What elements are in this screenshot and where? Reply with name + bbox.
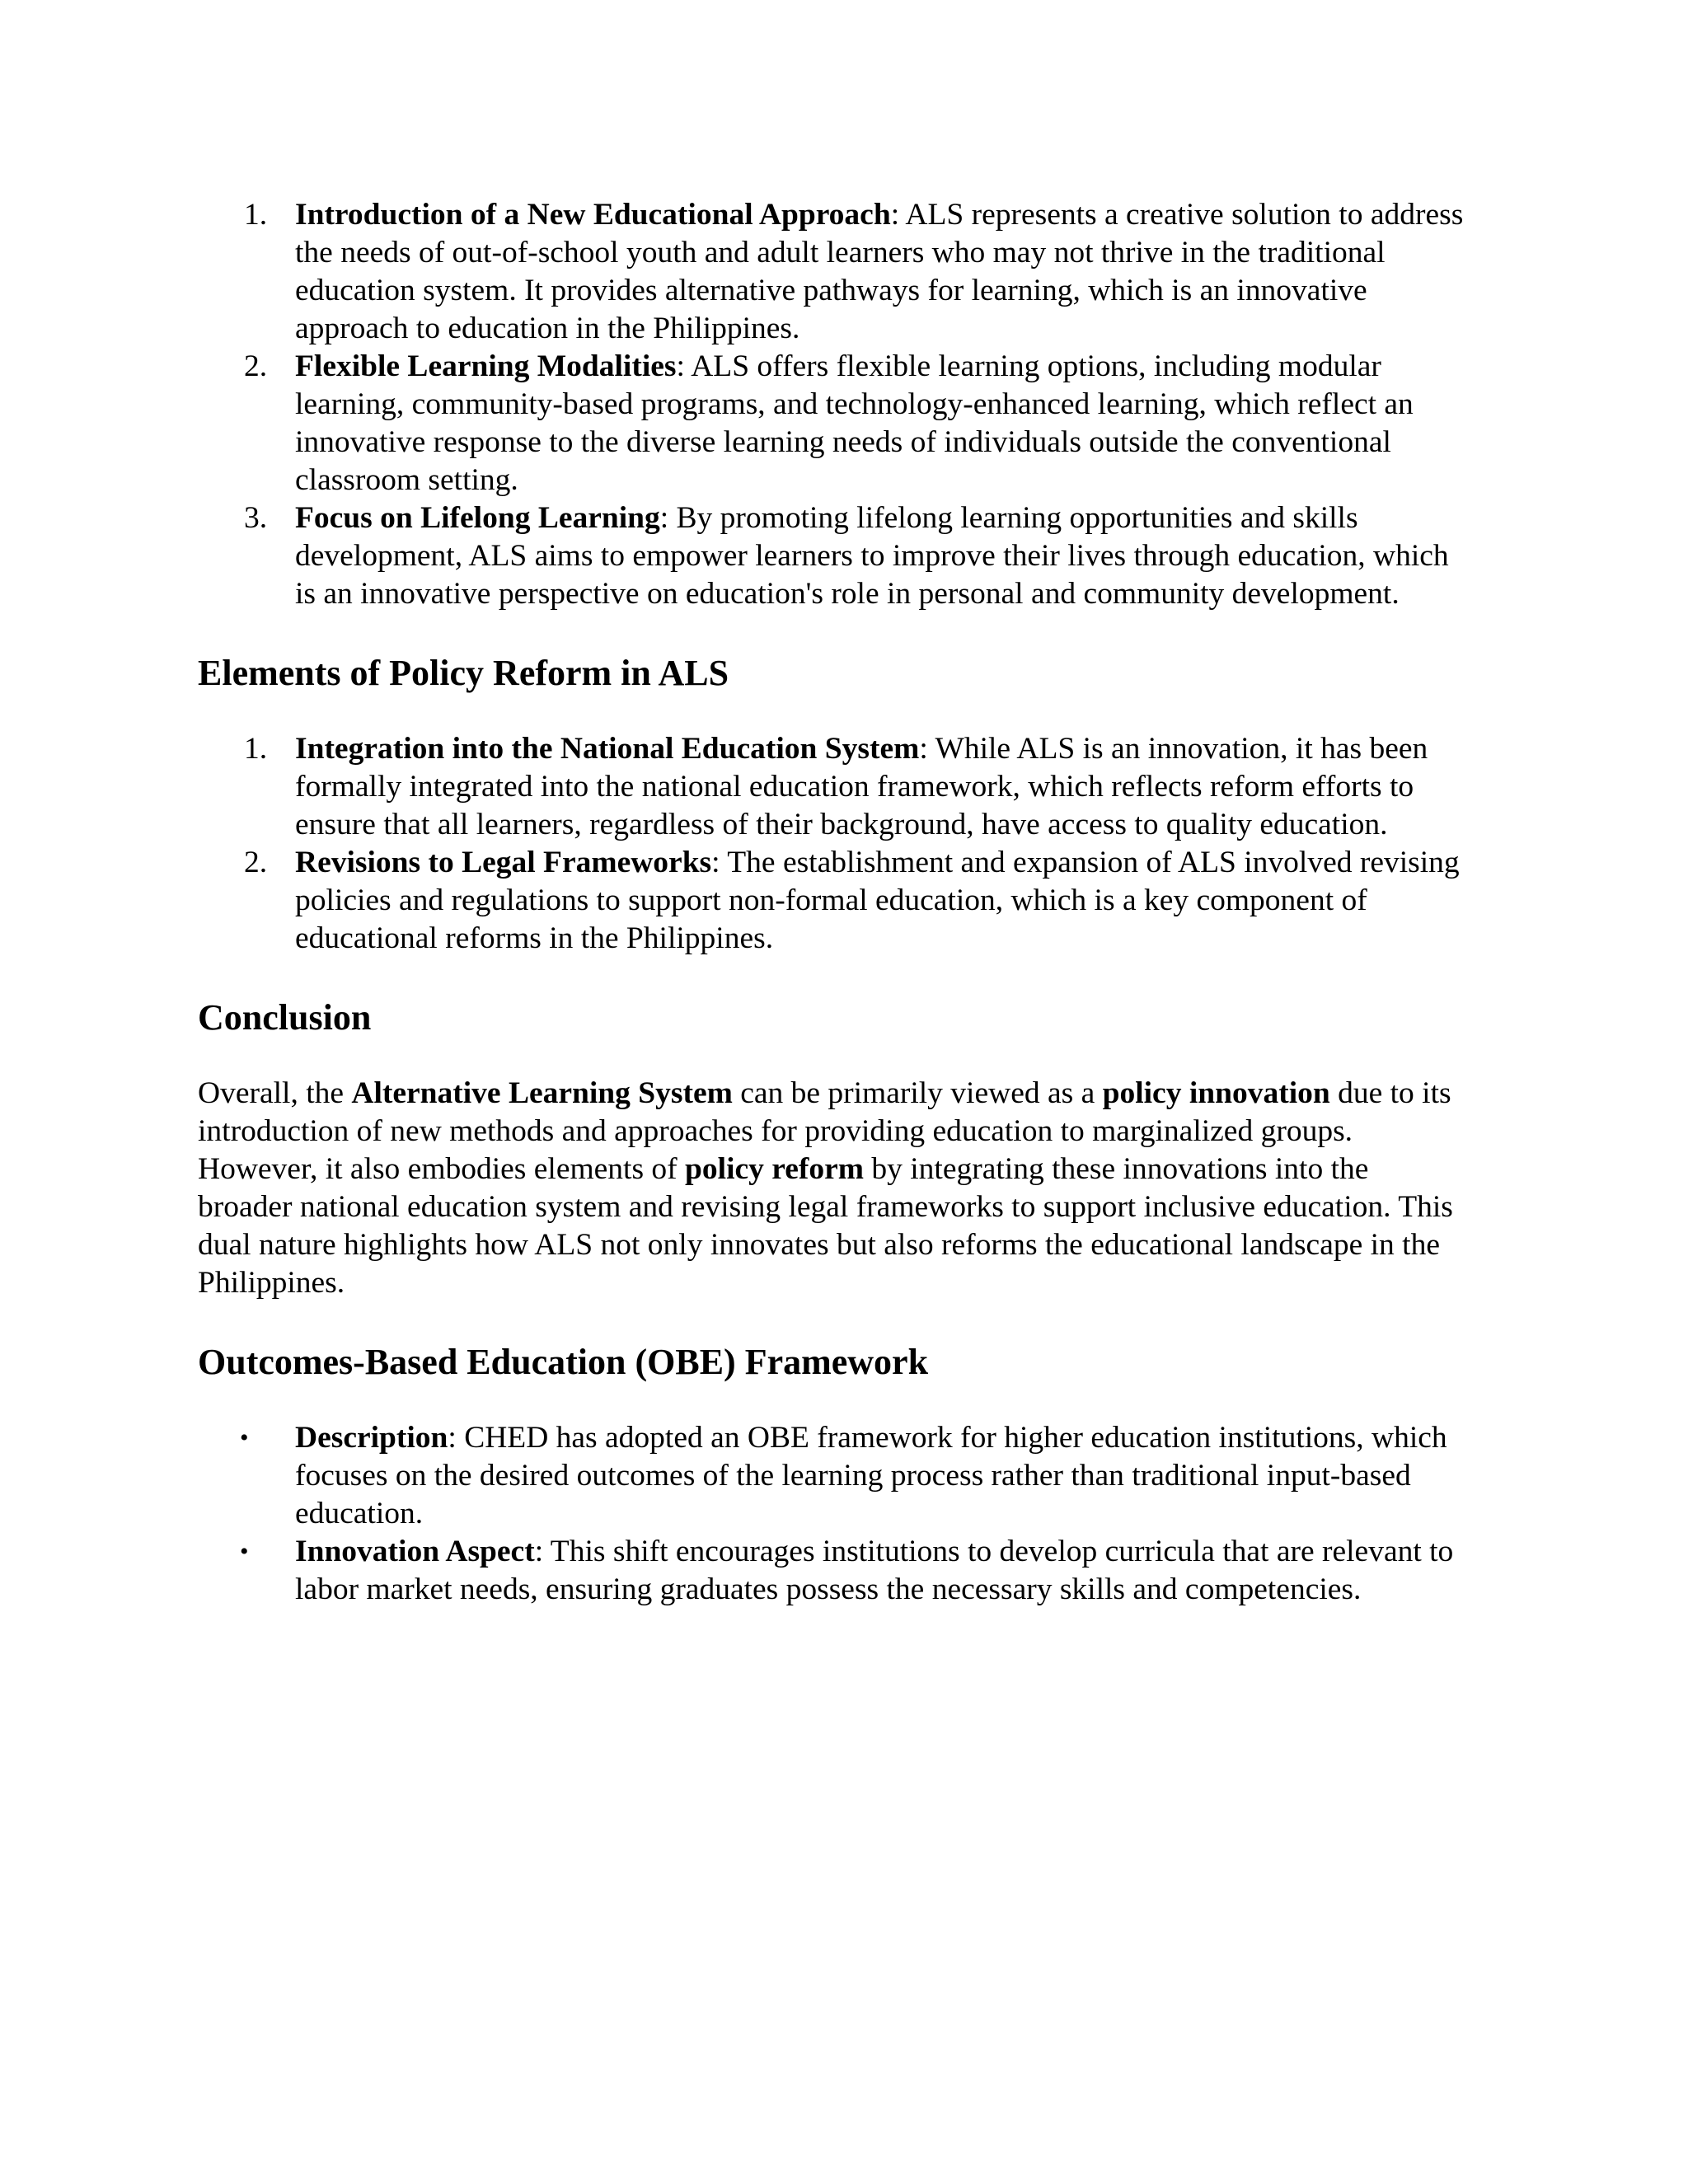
list-item — [198, 1533, 1467, 1609]
list-item — [198, 1419, 1467, 1533]
section-heading-conclusion: Conclusion — [198, 997, 372, 1038]
obe-bullet-list — [198, 1419, 1467, 1609]
conclusion-text: due to its introduction of new methods and approaches for providing education to marginalized groups. However, it also embodies elements of — [198, 1076, 1451, 1186]
policy-reform-list — [198, 730, 1467, 958]
list-item — [198, 348, 1467, 499]
item-text: : ALS offers flexible learning options, including modular learning, community-based programs, and technology-enhanced learning, which reflect an innovative response to the diverse learning needs of individuals outside the conventional classroom setting. — [295, 349, 1414, 497]
bullet-icon: • — [240, 1424, 249, 1451]
conclusion-bold-term: policy reform — [685, 1152, 864, 1186]
item-text: : ALS represents a creative solution to address the needs of out-of-school youth and adult learners who may not thrive in the traditional education system. It provides alternative pathways for learning, which is an innovative approach to education in the Philippines. — [295, 198, 1464, 345]
item-text: : The establishment and expansion of ALS involved revising policies and regulations to support non-formal education, which is a key component of educational reforms in the Philippines. — [295, 846, 1460, 955]
innovation-elements-list — [198, 196, 1467, 613]
item-text: : While ALS is an innovation, it has been formally integrated into the national education framework, which reflects reform efforts to ensure that all learners, regardless of their background, have access to quality education. — [295, 732, 1428, 841]
item-title: Integration into the National Education System — [295, 732, 920, 766]
list-item — [198, 499, 1467, 613]
item-title: Introduction of a New Educational Approach — [295, 198, 891, 232]
conclusion-text: by integrating these innovations into the broader national education system and revising legal frameworks to support inclusive education. This dual nature highlights how ALS not only innovates but also reforms the educational landscape in the Philippines. — [198, 1152, 1453, 1300]
list-marker: 2. — [244, 846, 268, 879]
list-marker: 1. — [244, 198, 268, 232]
item-text: : This shift encourages institutions to develop curricula that are relevant to labor market needs, ensuring graduates possess the necessary skills and competencies. — [295, 1535, 1454, 1606]
item-title: Innovation Aspect — [295, 1535, 535, 1568]
list-item — [198, 844, 1467, 958]
conclusion-paragraph — [198, 1075, 1467, 1302]
conclusion-text: Overall, the — [198, 1076, 352, 1110]
section-heading-policy-reform: Elements of Policy Reform in ALS — [198, 653, 729, 693]
document-page — [198, 196, 1467, 1609]
item-text: : CHED has adopted an OBE framework for higher education institutions, which focuses on the desired outcomes of the learning process rather than traditional input-based education. — [295, 1421, 1447, 1530]
item-title: Description — [295, 1421, 448, 1455]
list-marker: 2. — [244, 349, 268, 383]
conclusion-bold-term: Alternative Learning System — [351, 1076, 733, 1110]
section-heading-obe: Outcomes-Based Education (OBE) Framework — [198, 1342, 929, 1382]
list-item — [198, 730, 1467, 844]
item-title: Revisions to Legal Frameworks — [295, 846, 712, 879]
item-title: Flexible Learning Modalities — [295, 349, 677, 383]
item-text: : By promoting lifelong learning opportunities and skills development, ALS aims to empower learners to improve their lives through education, which is an innovative perspective on education's role in personal and community development. — [295, 501, 1449, 611]
list-marker: 1. — [244, 732, 268, 766]
bullet-icon: • — [240, 1538, 249, 1565]
conclusion-bold-term: policy innovation — [1102, 1076, 1330, 1110]
item-title: Focus on Lifelong Learning — [295, 501, 660, 535]
list-item — [198, 196, 1467, 348]
list-marker: 3. — [244, 501, 268, 535]
conclusion-text: can be primarily viewed as a — [732, 1076, 1103, 1110]
